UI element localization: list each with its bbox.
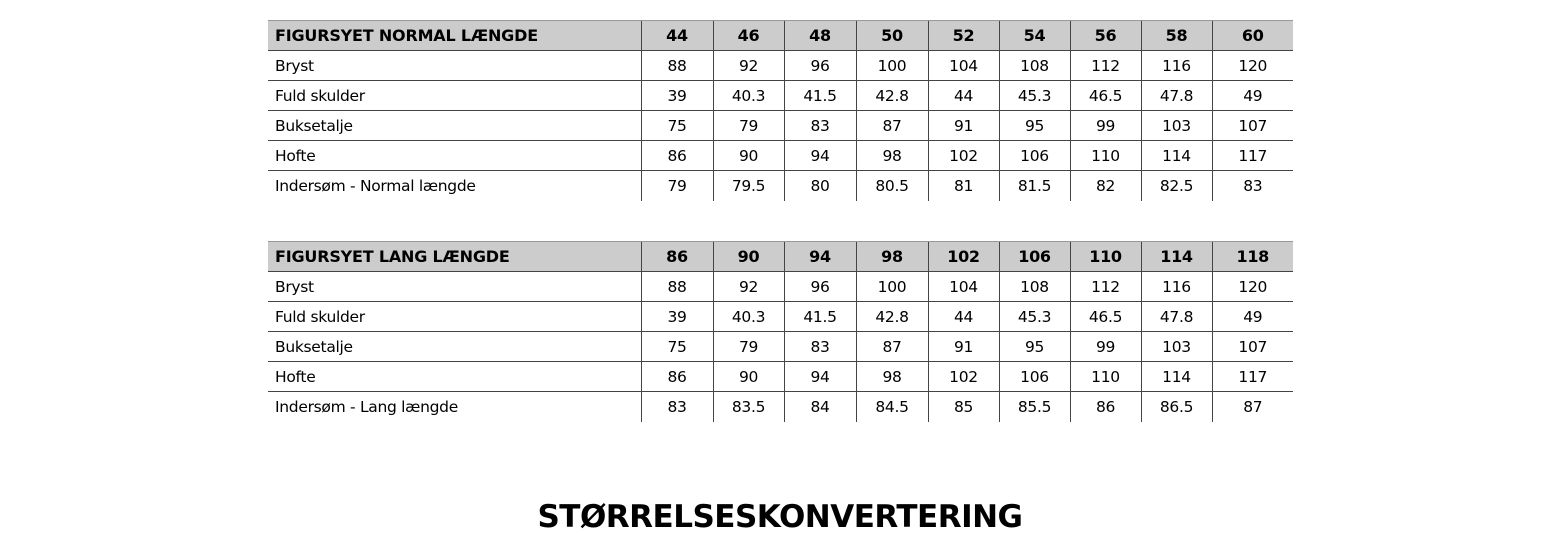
table-cell: 98	[856, 362, 928, 392]
row-label: Hofte	[268, 362, 641, 392]
size-header: 114	[1141, 242, 1212, 272]
size-header: 102	[928, 242, 999, 272]
table-cell: 110	[1070, 141, 1141, 171]
size-header: 52	[928, 21, 999, 51]
table-row	[268, 362, 1293, 392]
table-title: FIGURSYET LANG LÆNGDE	[268, 242, 641, 272]
table-cell: 114	[1141, 141, 1212, 171]
size-header: 110	[1070, 242, 1141, 272]
size-header: 58	[1141, 21, 1212, 51]
table-cell: 94	[784, 141, 856, 171]
table-title: FIGURSYET NORMAL LÆNGDE	[268, 21, 641, 51]
table-cell: 41.5	[784, 81, 856, 111]
table-cell: 103	[1141, 332, 1212, 362]
table-cell: 87	[1212, 392, 1293, 422]
table-cell: 83	[641, 392, 713, 422]
size-header: 60	[1212, 21, 1293, 51]
table-cell: 85	[928, 392, 999, 422]
table-cell: 79	[713, 111, 784, 141]
table-cell: 87	[856, 111, 928, 141]
table-cell: 40.3	[713, 81, 784, 111]
table-cell: 45.3	[999, 81, 1070, 111]
table-cell: 88	[641, 51, 713, 81]
size-header: 90	[713, 242, 784, 272]
table-cell: 90	[713, 362, 784, 392]
table-cell: 96	[784, 272, 856, 302]
table-cell: 100	[856, 51, 928, 81]
row-label: Hofte	[268, 141, 641, 171]
table-cell: 91	[928, 111, 999, 141]
table-cell: 79	[713, 332, 784, 362]
table-cell: 120	[1212, 51, 1293, 81]
table-row	[268, 302, 1293, 332]
table-cell: 83	[1212, 171, 1293, 201]
table-cell: 81.5	[999, 171, 1070, 201]
table-cell: 79.5	[713, 171, 784, 201]
table-cell: 83.5	[713, 392, 784, 422]
table-row	[268, 392, 1293, 422]
row-label: Buksetalje	[268, 111, 641, 141]
table-cell: 100	[856, 272, 928, 302]
table-cell: 75	[641, 332, 713, 362]
table-cell: 44	[928, 302, 999, 332]
table-cell: 106	[999, 362, 1070, 392]
table-row	[268, 111, 1293, 141]
table-cell: 116	[1141, 272, 1212, 302]
size-header: 86	[641, 242, 713, 272]
table-row	[268, 332, 1293, 362]
table-cell: 86	[1070, 392, 1141, 422]
table-cell: 84	[784, 392, 856, 422]
table-cell: 110	[1070, 362, 1141, 392]
row-label: Indersøm - Normal længde	[275, 176, 476, 195]
table-cell: 92	[713, 272, 784, 302]
row-label: Bryst	[268, 51, 641, 81]
table-cell: 88	[641, 272, 713, 302]
table-cell: 107	[1212, 111, 1293, 141]
table-cell: 82.5	[1141, 171, 1212, 201]
size-header: 106	[999, 242, 1070, 272]
table-cell: 104	[928, 51, 999, 81]
size-header: 98	[856, 242, 928, 272]
row-label: Indersøm - Lang længde	[275, 397, 458, 416]
table-cell: 91	[928, 332, 999, 362]
table-cell: 112	[1070, 272, 1141, 302]
table-cell: 46.5	[1070, 302, 1141, 332]
size-conversion-heading: STØRRELSESKONVERTERING	[537, 499, 1023, 535]
table-cell: 86.5	[1141, 392, 1212, 422]
table-row	[268, 141, 1293, 171]
table-cell: 117	[1212, 362, 1293, 392]
table-cell: 46.5	[1070, 81, 1141, 111]
table-cell: 99	[1070, 111, 1141, 141]
row-label: Buksetalje	[268, 332, 641, 362]
table-cell: 49	[1212, 81, 1293, 111]
table-cell: 94	[784, 362, 856, 392]
table-cell: 86	[641, 141, 713, 171]
table-cell: 83	[784, 111, 856, 141]
table-cell: 84.5	[856, 392, 928, 422]
table-cell: 95	[999, 332, 1070, 362]
table-cell: 106	[999, 141, 1070, 171]
table-cell: 98	[856, 141, 928, 171]
table-cell: 99	[1070, 332, 1141, 362]
size-header: 46	[713, 21, 784, 51]
size-header: 56	[1070, 21, 1141, 51]
table-cell: 117	[1212, 141, 1293, 171]
table-cell: 102	[928, 141, 999, 171]
table-cell: 96	[784, 51, 856, 81]
table-cell: 44	[928, 81, 999, 111]
table-cell: 81	[928, 171, 999, 201]
table-cell: 45.3	[999, 302, 1070, 332]
size-header: 44	[641, 21, 713, 51]
table-cell: 41.5	[784, 302, 856, 332]
table-cell: 95	[999, 111, 1070, 141]
table-cell: 85.5	[999, 392, 1070, 422]
table-cell: 104	[928, 272, 999, 302]
table-cell: 102	[928, 362, 999, 392]
table-cell: 40.3	[713, 302, 784, 332]
table-row	[268, 51, 1293, 81]
table-cell: 42.8	[856, 81, 928, 111]
table-cell: 120	[1212, 272, 1293, 302]
table-cell: 47.8	[1141, 81, 1212, 111]
table-cell: 92	[713, 51, 784, 81]
table-cell: 103	[1141, 111, 1212, 141]
table-header-row	[268, 21, 1293, 51]
table-cell: 90	[713, 141, 784, 171]
size-header: 54	[999, 21, 1070, 51]
table-cell: 87	[856, 332, 928, 362]
table-row	[268, 81, 1293, 111]
table-cell: 75	[641, 111, 713, 141]
table-cell: 39	[641, 302, 713, 332]
table-row	[268, 272, 1293, 302]
table-cell: 80.5	[856, 171, 928, 201]
table-cell: 83	[784, 332, 856, 362]
table-cell: 86	[641, 362, 713, 392]
table-cell: 49	[1212, 302, 1293, 332]
table-cell: 79	[641, 171, 713, 201]
size-header: 50	[856, 21, 928, 51]
row-label: Bryst	[268, 272, 641, 302]
table-cell: 116	[1141, 51, 1212, 81]
row-label: Fuld skulder	[268, 81, 641, 111]
size-table-long-length	[268, 241, 1293, 422]
row-label: Fuld skulder	[268, 302, 641, 332]
table-cell: 39	[641, 81, 713, 111]
table-cell: 108	[999, 51, 1070, 81]
size-header: 94	[784, 242, 856, 272]
table-cell: 80	[784, 171, 856, 201]
table-row	[268, 171, 1293, 201]
size-header: 118	[1212, 242, 1293, 272]
table-cell: 47.8	[1141, 302, 1212, 332]
table-cell: 114	[1141, 362, 1212, 392]
table-cell: 82	[1070, 171, 1141, 201]
table-cell: 112	[1070, 51, 1141, 81]
table-cell: 107	[1212, 332, 1293, 362]
table-cell: 42.8	[856, 302, 928, 332]
size-table-normal-length	[268, 20, 1293, 201]
size-header: 48	[784, 21, 856, 51]
table-cell: 108	[999, 272, 1070, 302]
table-header-row	[268, 242, 1293, 272]
